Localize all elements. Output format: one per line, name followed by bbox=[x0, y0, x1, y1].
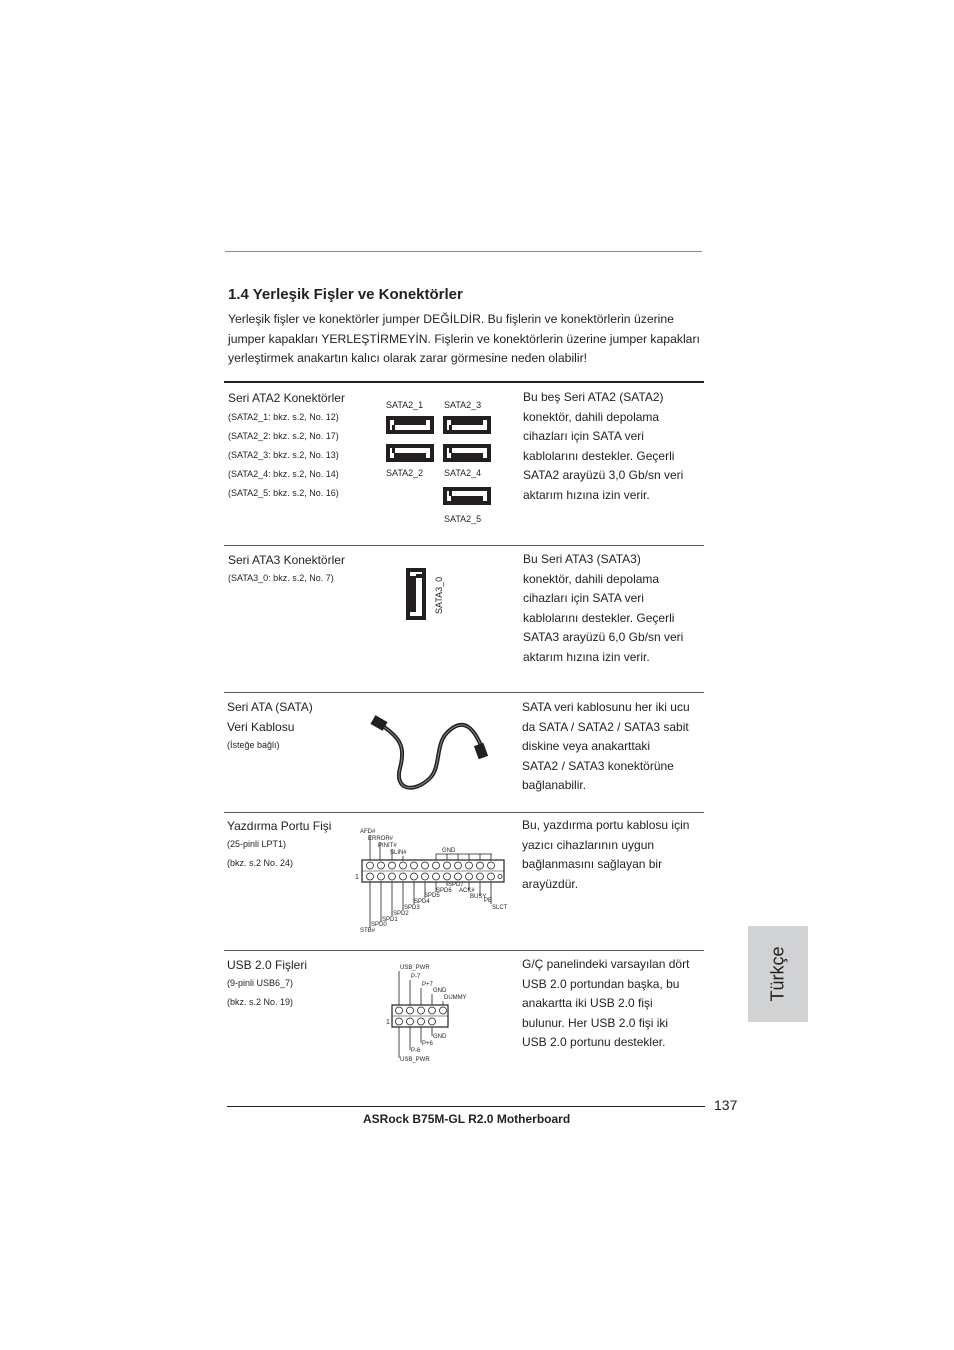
lpt-pin-spd2: SPD2 bbox=[393, 911, 409, 917]
top-divider bbox=[225, 251, 702, 252]
lpt-pin-afd: AFD# bbox=[360, 829, 376, 835]
sata2-ref-1: (SATA2_1: bkz. s.2, No. 12) bbox=[228, 412, 339, 422]
sata3-title: Seri ATA3 Konektörler bbox=[228, 553, 345, 567]
lpt-pin-error: ERROR# bbox=[368, 836, 394, 842]
cable-note: (İsteğe bağlı) bbox=[227, 740, 280, 750]
usb-header-pins bbox=[392, 1005, 448, 1027]
lpt-ref-2: (bkz. s.2 No. 24) bbox=[227, 858, 294, 868]
section-title: 1.4 Yerleşik Fişler ve Konektörler bbox=[228, 286, 463, 303]
lpt-ref-1: (25-pinli LPT1) bbox=[227, 839, 287, 849]
usb-pin-p+7: P+7 bbox=[422, 982, 433, 988]
sata3-0-label: SATA3_0 bbox=[434, 576, 444, 614]
usb-desc: G/Ç panelindeki varsayılan dört USB 2.0 portundan başka, bu anakartta iki USB 2.0 fişi bulunur. Her USB 2.0 fişi iki USB 2.0 portunu destekler. bbox=[522, 957, 690, 1049]
lpt-header-pins bbox=[362, 860, 504, 882]
language-tab-label: Türkçe bbox=[767, 946, 788, 1002]
lpt-pin-slct: SLCT bbox=[492, 905, 508, 911]
usb-pin-gnd-bottom: GND bbox=[433, 1034, 447, 1040]
sata2-4-label: SATA2_4 bbox=[444, 468, 482, 478]
sata2-3-connector-icon bbox=[443, 416, 491, 434]
lpt-pin-spd3: SPD3 bbox=[404, 905, 420, 911]
sata2-desc: Bu beş Seri ATA2 (SATA2) konektör, dahili depolama cihazları için SATA veri kablolarını destekler. Geçerli SATA2 arayüzü 3,0 Gb/sn veri aktarım hızına izin verir. bbox=[523, 390, 684, 502]
usb-pin-p+6: P+6 bbox=[422, 1041, 433, 1047]
lpt-desc: Bu, yazdırma portu kablosu için yazıcı cihazlarının uygun bağlanmasını sağlayan bir arayüzdür. bbox=[522, 818, 690, 891]
sata2-4-connector-icon bbox=[443, 444, 491, 462]
lpt-pin1-label: 1 bbox=[355, 874, 359, 881]
lpt-header-diagram bbox=[352, 824, 512, 936]
sata3-connector-diagram bbox=[404, 566, 450, 622]
sata2-ref-2: (SATA2_2: bkz. s.2, No. 17) bbox=[228, 431, 339, 441]
language-side-tab bbox=[748, 926, 808, 1022]
sata2-connectors-diagram bbox=[380, 412, 500, 512]
row-divider-2 bbox=[224, 692, 704, 693]
lpt-pin-spd1: SPD1 bbox=[382, 917, 398, 923]
sata-cable-image bbox=[370, 708, 500, 798]
footer-rule bbox=[227, 1106, 705, 1107]
lpt-pin-spd7: SPD7 bbox=[448, 882, 464, 888]
lpt-pin-gnd: GND bbox=[442, 848, 456, 854]
cable-desc: SATA veri kablosunu her iki ucu da SATA / SATA2 / SATA3 sabit diskine veya anakarttaki SATA2 / SATA3 konektörüne bağlanabilir. bbox=[522, 700, 690, 792]
usb-pin-pwr-top: USB_PWR bbox=[400, 965, 430, 971]
lpt-pin-spd6: SPD6 bbox=[436, 888, 452, 894]
lpt-pin-slin: SLIN# bbox=[390, 850, 407, 856]
table-top-rule bbox=[224, 381, 704, 383]
usb-pin-p-7: P-7 bbox=[411, 974, 421, 980]
lpt-pin-spd5: SPD5 bbox=[424, 893, 440, 899]
lpt-title: Yazdırma Portu Fişi bbox=[227, 819, 332, 833]
sata2-1-connector-icon bbox=[386, 416, 434, 434]
sata3-desc: Bu Seri ATA3 (SATA3) konektör, dahili depolama cihazları için SATA veri kablolarını destekler. Geçerli SATA3 arayüzü 6,0 Gb/sn veri aktarım hızına izin verir. bbox=[523, 552, 684, 664]
cable-plug-right-icon bbox=[474, 743, 488, 760]
sata2-5-connector-icon bbox=[443, 487, 491, 505]
usb-pin-dummy: DUMMY bbox=[444, 995, 467, 1001]
lpt-pin-ack: ACK# bbox=[459, 888, 475, 894]
lpt-pin-stb: STB# bbox=[360, 928, 376, 934]
sata2-ref-4: (SATA2_4: bkz. s.2, No. 14) bbox=[228, 469, 339, 479]
sata2-3-label: SATA2_3 bbox=[444, 400, 482, 410]
sata2-ref-5: (SATA2_5: bkz. s.2, No. 16) bbox=[228, 488, 339, 498]
lpt-pin-busy: BUSY bbox=[470, 894, 487, 900]
usb-pin-pwr-bottom: USB_PWR bbox=[400, 1057, 430, 1063]
sata3-connector-icon bbox=[406, 568, 426, 620]
lpt-pin-pinit: PINIT# bbox=[378, 843, 397, 849]
lpt-pin-pe: PE bbox=[484, 898, 493, 904]
section-intro: Yerleşik fişler ve konektörler jumper DEĞİLDİR. Bu fişlerin ve konektörlerin üzerine jumper kapakları YERLEŞTİRMEYİN. Fişlerin ve konektörlerin üzerine jumper kapakları yerleştirmek anakartın kalıcı olarak zarar görmesine neden olabilir! bbox=[228, 312, 700, 365]
cable-title-2: Veri Kablosu bbox=[227, 720, 295, 734]
usb-header-diagram bbox=[384, 960, 476, 1066]
usb-title: USB 2.0 Fişleri bbox=[227, 958, 308, 972]
lpt-pin-spd4: SPD4 bbox=[414, 899, 430, 905]
sata2-2-label: SATA2_2 bbox=[386, 468, 424, 478]
sata2-1-label: SATA2_1 bbox=[386, 400, 424, 410]
row-divider-3 bbox=[224, 812, 704, 813]
sata2-5-label: SATA2_5 bbox=[444, 514, 482, 524]
usb-pin-gnd-top: GND bbox=[433, 988, 447, 994]
sata3-ref: (SATA3_0: bkz. s.2, No. 7) bbox=[228, 573, 334, 583]
sata2-ref-3: (SATA2_3: bkz. s.2, No. 13) bbox=[228, 450, 339, 460]
usb-ref-1: (9-pinli USB6_7) bbox=[227, 978, 294, 988]
row-divider-1 bbox=[224, 545, 704, 546]
usb-pin1-label: 1 bbox=[386, 1019, 390, 1026]
sata2-2-connector-icon bbox=[386, 444, 434, 462]
footer-title: ASRock B75M-GL R2.0 Motherboard bbox=[363, 1112, 571, 1126]
row-divider-4 bbox=[224, 950, 704, 951]
usb-pin-p-6: P-6 bbox=[411, 1048, 421, 1054]
page-number: 137 bbox=[714, 1097, 738, 1113]
usb-ref-2: (bkz. s.2 No. 19) bbox=[227, 997, 294, 1007]
cable-title-1: Seri ATA (SATA) bbox=[227, 700, 313, 714]
sata2-title: Seri ATA2 Konektörler bbox=[228, 391, 345, 405]
lpt-pin-spd0: SPD0 bbox=[371, 922, 387, 928]
